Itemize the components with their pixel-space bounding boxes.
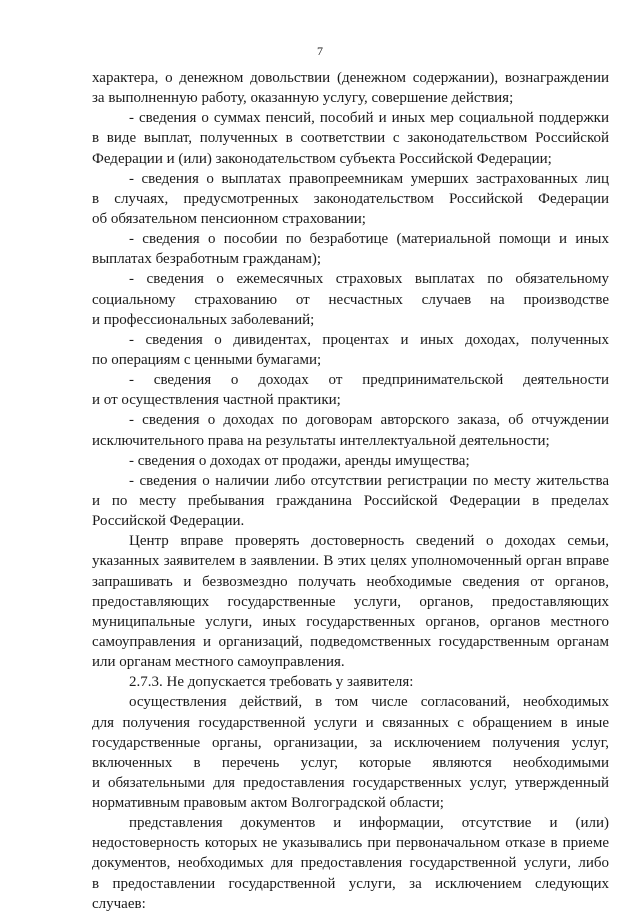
text-line: и от осуществления частной практики; bbox=[92, 392, 341, 409]
text-line: исключительного права на результаты интеллектуальной деятельности; bbox=[92, 432, 550, 449]
text-line: об обязательном пенсионном страховании; bbox=[92, 210, 366, 227]
text-line: - сведения о доходах по договорам авторского заказа, об отчуждении bbox=[129, 412, 609, 429]
text-line: нормативным правовым актом Волгоградской области; bbox=[92, 795, 444, 812]
text-line: для получения государственной услуги и связанных с обращением в иные bbox=[92, 714, 609, 731]
text-line: самоуправления и организаций, подведомственных государственным органам bbox=[92, 633, 609, 650]
text-line: и обязательными для предоставления государственных услуг, утвержденный bbox=[92, 774, 609, 791]
text-line: государственные органы, организации, за исключением получения услуг, bbox=[92, 734, 609, 751]
text-line: социальному страхованию от несчастных случаев на производстве bbox=[92, 291, 609, 308]
text-line: включенных в перечень услуг, которые являются необходимыми bbox=[92, 754, 609, 771]
text-line: Центр вправе проверять достоверность сведений о доходах семьи, bbox=[129, 533, 609, 550]
text-line: 2.7.3. Не допускается требовать у заявителя: bbox=[129, 674, 414, 691]
text-line: Федерации и (или) законодательством субъекта Российской Федерации; bbox=[92, 150, 552, 167]
text-line: - сведения о выплатах правопреемникам умерших застрахованных лиц bbox=[129, 170, 609, 187]
text-line: случаев: bbox=[92, 895, 146, 912]
text-line: или органам местного самоуправления. bbox=[92, 654, 345, 671]
page-number: 7 bbox=[317, 44, 323, 58]
text-line: - сведения о суммах пенсий, пособий и иных мер социальной поддержки bbox=[129, 110, 609, 127]
text-line: - сведения о пособии по безработице (материальной помощи и иных bbox=[129, 231, 609, 248]
text-line: документов, необходимых для предоставления государственной услуги, либо bbox=[92, 855, 609, 872]
text-line: - сведения о доходах от продажи, аренды имущества; bbox=[129, 452, 470, 469]
document-body bbox=[92, 68, 609, 914]
text-line: - сведения о ежемесячных страховых выплатах по обязательному bbox=[129, 271, 609, 288]
text-line: осуществления действий, в том числе согласований, необходимых bbox=[129, 694, 609, 711]
text-line: и профессиональных заболеваний; bbox=[92, 311, 315, 328]
text-line: за выполненную работу, оказанную услугу, совершение действия; bbox=[92, 90, 514, 107]
text-line: Российской Федерации. bbox=[92, 513, 245, 530]
text-line: недостоверность которых не указывались при первоначальном отказе в приеме bbox=[92, 835, 609, 852]
text-line: выплатах безработным гражданам); bbox=[92, 251, 322, 268]
text-line: запрашивать и безвозмездно получать необходимые сведения от органов, bbox=[92, 573, 609, 590]
text-line: указанных заявителем в заявлении. В этих целях уполномоченный орган вправе bbox=[92, 553, 609, 570]
text-line: - сведения о дивидентах, процентах и иных доходах, полученных bbox=[129, 331, 609, 348]
text-line: в случаях, предусмотренных законодательством Российской Федерации bbox=[92, 190, 609, 207]
text-line: характера, о денежном довольствии (денежном содержании), вознаграждении bbox=[92, 70, 609, 86]
text-line: в предоставлении государственной услуги, за исключением следующих bbox=[92, 875, 609, 892]
text-line: - сведения о наличии либо отсутствии регистрации по месту жительства bbox=[129, 472, 609, 489]
text-line: и по месту пребывания гражданина Российской Федерации в пределах bbox=[92, 492, 609, 509]
text-line: в виде выплат, полученных в соответствии с законодательством Российской bbox=[92, 130, 609, 147]
text-line: представления документов и информации, отсутствие и (или) bbox=[129, 815, 609, 832]
text-line: по операциям с ценными бумагами; bbox=[92, 351, 322, 368]
text-line: предоставляющих государственные услуги, органов, предоставляющих bbox=[92, 593, 609, 610]
text-line: муниципальные услуги, иных государственных органов, органов местного bbox=[92, 613, 609, 630]
text-line: - сведения о доходах от предпринимательской деятельности bbox=[129, 372, 609, 389]
